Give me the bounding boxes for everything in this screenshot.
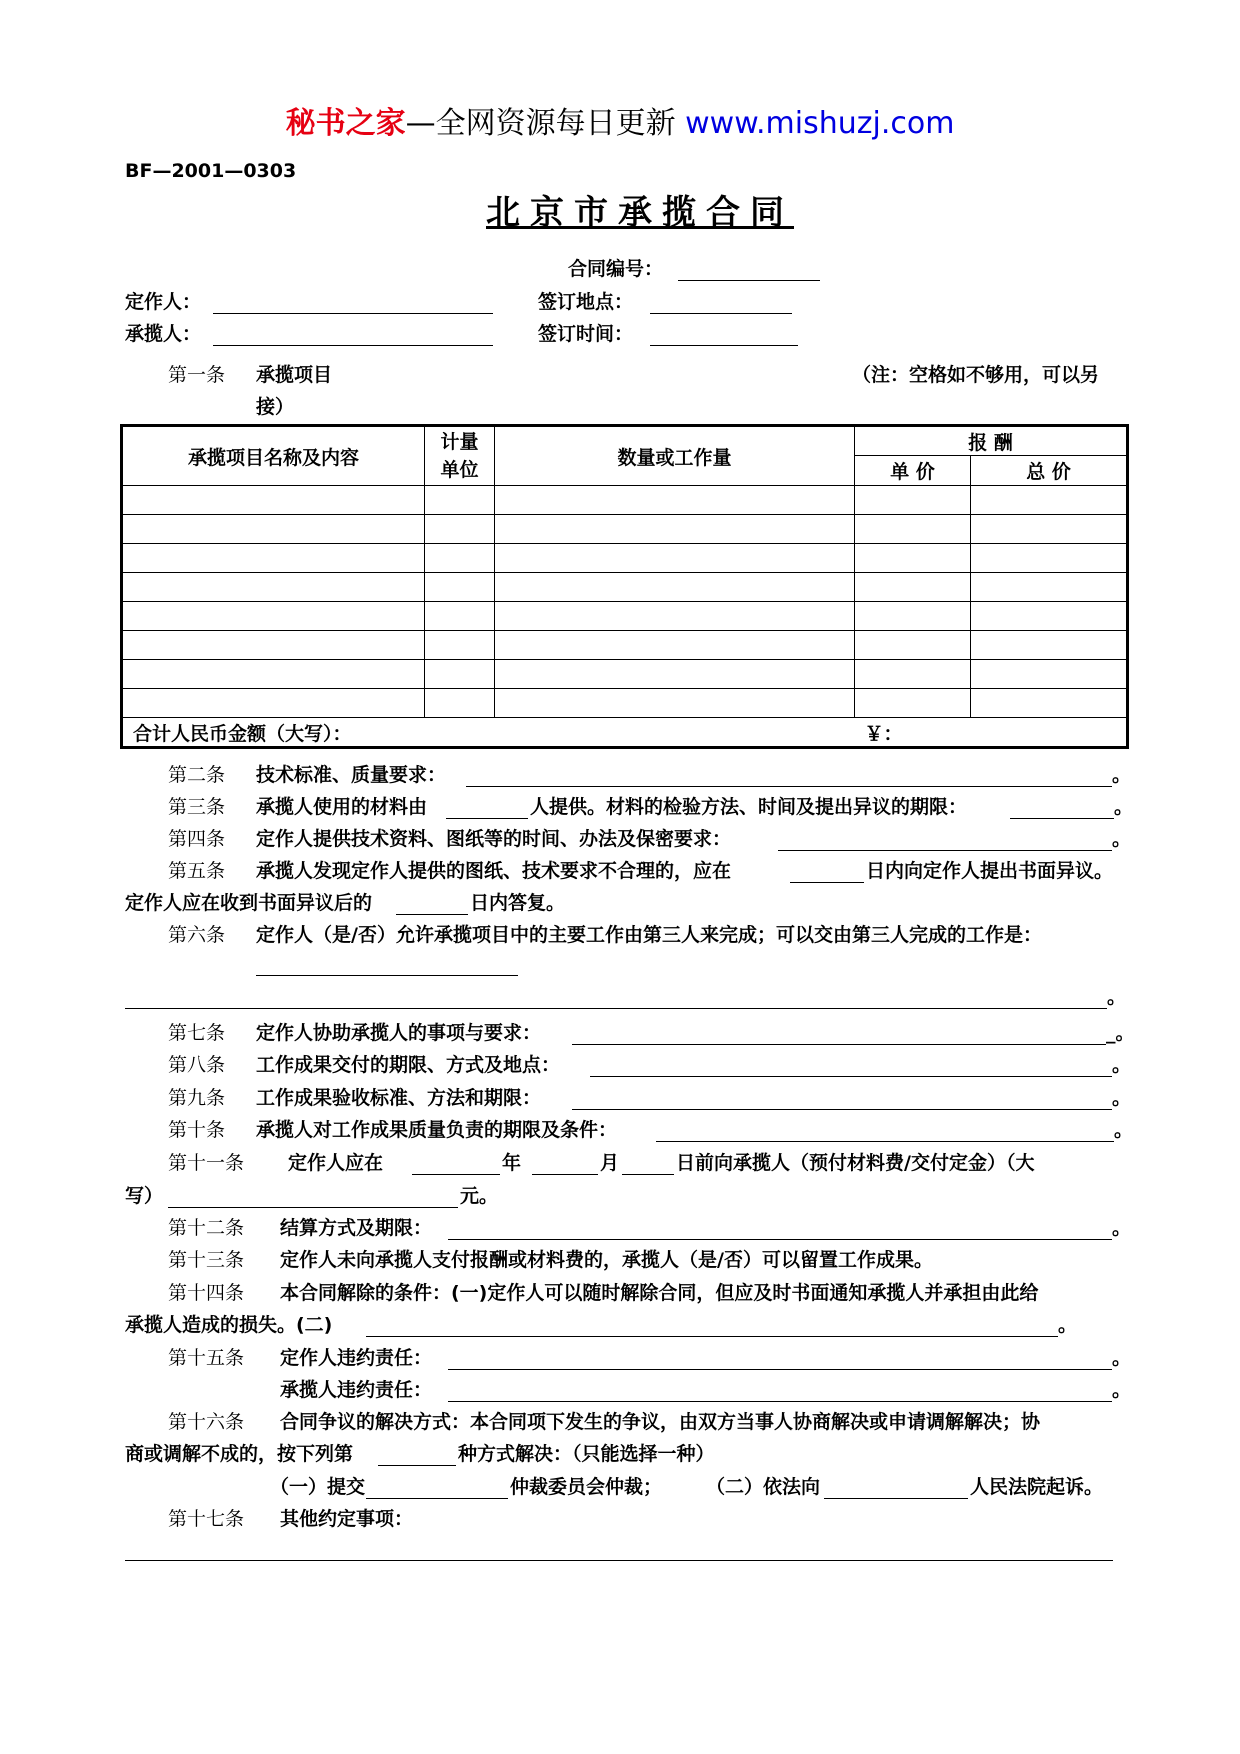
art17-num: 第十七条 — [168, 1508, 245, 1530]
col-header-name: 承揽项目名称及内容 — [122, 426, 425, 486]
col-header-unit-a: 计量 — [440, 431, 479, 453]
art16-line2-a: 商或调解不成的，按下列第 — [125, 1443, 354, 1465]
table-row — [122, 689, 1128, 718]
art13-num: 第十三条 — [168, 1249, 245, 1271]
art3-provider-field[interactable] — [446, 818, 528, 819]
art17-field[interactable] — [125, 1560, 1113, 1561]
art9-period: 。 — [1112, 1087, 1132, 1109]
art11-num: 第十一条 — [168, 1152, 245, 1174]
art8-num: 第八条 — [168, 1054, 226, 1076]
art15-num: 第十五条 — [168, 1347, 245, 1369]
col-header-qty: 数量或工作量 — [495, 426, 855, 486]
col-header-unit — [425, 426, 495, 486]
sign-place-field[interactable] — [650, 313, 792, 314]
contract-no-label: 合同编号： — [568, 258, 664, 280]
orderer-field[interactable] — [213, 313, 493, 314]
sum-label: 合计人民币金额（大写）： — [122, 718, 855, 748]
art8-field[interactable] — [590, 1076, 1112, 1077]
art11-line2-a: 写） — [125, 1185, 164, 1207]
col-header-price: 单 价 — [855, 456, 971, 486]
art2-field[interactable] — [466, 786, 1112, 787]
art5-reply-field[interactable] — [396, 914, 468, 915]
art8-text: 工作成果交付的期限、方式及地点： — [256, 1054, 561, 1076]
art3-text1: 承揽人使用的材料由 — [256, 796, 428, 818]
table-row — [122, 515, 1128, 544]
art2-text: 技术标准、质量要求： — [256, 764, 447, 786]
art10-field[interactable] — [656, 1141, 1114, 1142]
table-row — [122, 544, 1128, 573]
art3-num: 第三条 — [168, 796, 226, 818]
banner-tagline: —全网资源每日更新 — [405, 106, 676, 141]
art6-text: 定作人（是/否）允许承揽项目中的主要工作由第三人来完成；可以交由第三人完成的工作是： — [256, 924, 1042, 946]
art9-text: 工作成果验收标准、方法和期限： — [256, 1087, 542, 1109]
art16-arbitration-field[interactable] — [366, 1498, 508, 1499]
art7-field[interactable] — [572, 1044, 1106, 1045]
art5-line2-a: 定作人应在收到书面异议后的 — [125, 892, 373, 914]
art11-text2: 日前向承揽人（预付材料费/交付定金）（大 — [676, 1152, 1035, 1174]
art17-text: 其他约定事项： — [280, 1508, 414, 1530]
art1-note: （注：空格如不够用，可以另 — [852, 364, 1100, 386]
art10-text: 承揽人对工作成果质量负责的期限及条件： — [256, 1119, 618, 1141]
art15-contractor-field[interactable] — [448, 1401, 1112, 1402]
art3-period: 。 — [1114, 796, 1134, 818]
art6-field-1[interactable] — [256, 975, 518, 976]
art4-field[interactable] — [778, 850, 1112, 851]
art1-note-cont: 接） — [256, 396, 295, 418]
art13-text: 定作人未向承揽人支付报酬或材料费的，承揽人（是/否）可以留置工作成果。 — [280, 1249, 933, 1271]
art14-period: 。 — [1058, 1314, 1078, 1336]
col-header-total: 总 价 — [971, 456, 1128, 486]
sign-time-field[interactable] — [650, 345, 798, 346]
page-title: 北京市承揽合同 — [486, 193, 794, 233]
art3-field[interactable] — [1010, 818, 1114, 819]
table-row — [122, 486, 1128, 515]
art16-opt1-a: （一）提交 — [270, 1476, 366, 1498]
contractor-label: 承揽人： — [125, 323, 202, 345]
art4-num: 第四条 — [168, 828, 226, 850]
table-row — [122, 602, 1128, 631]
art9-num: 第九条 — [168, 1087, 226, 1109]
art15-period-2: 。 — [1112, 1379, 1132, 1401]
art12-field[interactable] — [448, 1239, 1112, 1240]
table-row — [122, 573, 1128, 602]
col-header-pay: 报 酬 — [855, 426, 1128, 456]
orderer-label: 定作人： — [125, 291, 202, 313]
art16-opt1-b: 仲裁委员会仲裁； — [510, 1476, 663, 1498]
art12-period: 。 — [1112, 1217, 1132, 1239]
art11-year: 年 — [502, 1152, 522, 1174]
art7-text: 定作人协助承揽人的事项与要求： — [256, 1022, 542, 1044]
art14-field[interactable] — [366, 1336, 1058, 1337]
art7-num: 第七条 — [168, 1022, 226, 1044]
art12-num: 第十二条 — [168, 1217, 245, 1239]
art11-amount-field[interactable] — [168, 1207, 458, 1208]
sign-place-label: 签订地点： — [538, 291, 634, 313]
art16-text: 合同争议的解决方式：本合同项下发生的争议，由双方当事人协商解决或申请调解解决；协 — [280, 1411, 1041, 1433]
table-row — [122, 631, 1128, 660]
art2-num: 第二条 — [168, 764, 226, 786]
art9-field[interactable] — [572, 1109, 1112, 1110]
site-banner — [0, 104, 1240, 144]
table-row — [122, 660, 1128, 689]
art16-line2-b: 种方式解决：（只能选择一种） — [458, 1443, 715, 1465]
art14-num: 第十四条 — [168, 1282, 245, 1304]
sign-time-label: 签订时间： — [538, 323, 634, 345]
art11-month-field[interactable] — [532, 1174, 598, 1175]
art14-line2: 承揽人造成的损失。(二) — [125, 1314, 333, 1336]
art12-text: 结算方式及期限： — [280, 1217, 433, 1239]
art6-num: 第六条 — [168, 924, 226, 946]
art4-period: 。 — [1112, 828, 1132, 850]
art16-num: 第十六条 — [168, 1411, 245, 1433]
yen-label: ￥： — [855, 718, 1128, 748]
art16-choice-field[interactable] — [378, 1465, 456, 1466]
art2-period: 。 — [1112, 764, 1132, 786]
art5-text2: 日内向定作人提出书面异议。 — [866, 860, 1114, 882]
art11-year-field[interactable] — [412, 1174, 500, 1175]
art16-opt2-b: 人民法院起诉。 — [970, 1476, 1104, 1498]
project-table — [120, 424, 1129, 749]
col-header-unit-b: 单位 — [440, 459, 479, 481]
art11-month: 月 — [600, 1152, 620, 1174]
art5-line2-b: 日内答复。 — [470, 892, 566, 914]
art8-period: 。 — [1112, 1054, 1132, 1076]
art11-line2-b: 元。 — [460, 1185, 499, 1207]
art6-field-2[interactable] — [125, 1008, 1107, 1009]
contractor-field[interactable] — [213, 345, 493, 346]
art6-period: 。 — [1107, 986, 1127, 1008]
art15-text2: 承揽人违约责任： — [280, 1379, 433, 1401]
art15-period-1: 。 — [1112, 1347, 1132, 1369]
art15-orderer-field[interactable] — [448, 1369, 1112, 1370]
art5-days-field[interactable] — [790, 882, 864, 883]
art7-period: _。 — [1106, 1022, 1135, 1044]
art14-text: 本合同解除的条件：(一)定作人可以随时解除合同，但应及时书面通知承揽人并承担由此给 — [280, 1282, 1039, 1304]
banner-url[interactable]: www.mishuzj.com — [685, 106, 955, 141]
art10-period: 。 — [1114, 1119, 1134, 1141]
art10-num: 第十条 — [168, 1119, 226, 1141]
contract-no-field[interactable] — [678, 280, 820, 281]
banner-brand: 秘书之家 — [285, 106, 406, 141]
art16-court-field[interactable] — [824, 1498, 968, 1499]
art4-text: 定作人提供技术资料、图纸等的时间、办法及保密要求： — [256, 828, 732, 850]
art11-day-field[interactable] — [622, 1174, 674, 1175]
art3-text2: 人提供。材料的检验方法、时间及提出异议的期限： — [530, 796, 968, 818]
art1-label: 承揽项目 — [256, 364, 333, 386]
art15-text1: 定作人违约责任： — [280, 1347, 433, 1369]
art11-text1: 定作人应在 — [288, 1152, 384, 1174]
art16-opt2-a: （二）依法向 — [706, 1476, 821, 1498]
art1-num: 第一条 — [168, 364, 226, 386]
art5-text1: 承揽人发现定作人提供的图纸、技术要求不合理的，应在 — [256, 860, 732, 882]
doc-code: BF—2001—0303 — [125, 160, 297, 182]
art5-num: 第五条 — [168, 860, 226, 882]
